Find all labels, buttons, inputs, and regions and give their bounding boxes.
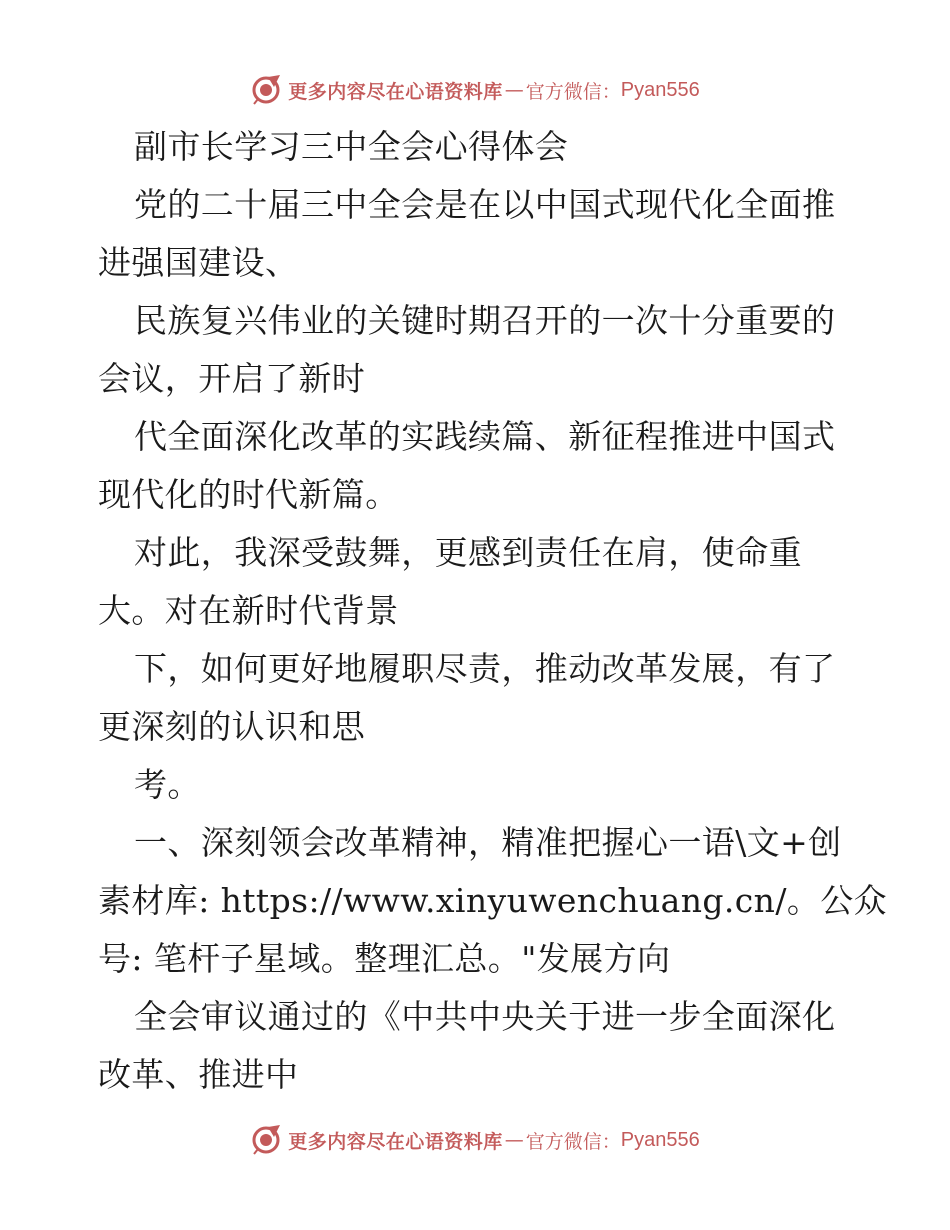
footer-banner-separator: — (504, 1129, 524, 1151)
footer-banner-text: 更多内容尽在心语资料库 (288, 1130, 503, 1153)
paragraph-line: 全会审议通过的《中共中央关于进一步全面深化 (134, 997, 836, 1036)
header-banner-contact-label: 官方微信： (525, 80, 621, 103)
paragraph-line: 民族复兴伟业的关键时期召开的一次十分重要的 (134, 301, 836, 340)
paragraph-line: 党的二十届三中全会是在以中国式现代化全面推 (134, 185, 836, 224)
paragraph-line: 下，如何更好地履职尽责，推动改革发展，有了 (134, 649, 836, 688)
header-banner-separator: — (504, 79, 524, 101)
header-banner-text: 更多内容尽在心语资料库 (288, 80, 503, 103)
pen-logo-icon (250, 73, 284, 107)
footer-banner-contact-label: 官方微信： (525, 1130, 621, 1153)
paragraph-line: 更深刻的认识和思 (98, 707, 366, 746)
header-banner-contact-id: Pyan556 (620, 78, 700, 101)
footer-banner-contact-id: Pyan556 (620, 1128, 700, 1151)
footer-banner (0, 1120, 950, 1160)
paragraph-line: 改革、推进中 (98, 1055, 299, 1094)
pen-logo-icon (250, 1123, 284, 1157)
paragraph-line: 号: 笔杆子星域。整理汇总。"发展方向 (98, 939, 671, 978)
section-heading-line: 一、深刻领会改革精神，精准把握心一语\文+创 (134, 823, 842, 862)
header-banner (0, 70, 950, 110)
paragraph-line: 现代化的时代新篇。 (98, 475, 399, 514)
paragraph-line: 对此，我深受鼓舞，更感到责任在肩，使命重 (134, 533, 802, 572)
paragraph-line: 素材库: https://www.xinyuwenchuang.cn/。公众 (98, 881, 888, 920)
paragraph-line: 进强国建设、 (98, 243, 299, 282)
document-body (98, 118, 888, 1104)
document-title: 副市长学习三中全会心得体会 (134, 127, 569, 166)
paragraph-line: 代全面深化改革的实践续篇、新征程推进中国式 (134, 417, 836, 456)
paragraph-line: 考。 (134, 765, 201, 804)
paragraph-line: 大。对在新时代背景 (98, 591, 399, 630)
paragraph-line: 会议，开启了新时 (98, 359, 366, 398)
